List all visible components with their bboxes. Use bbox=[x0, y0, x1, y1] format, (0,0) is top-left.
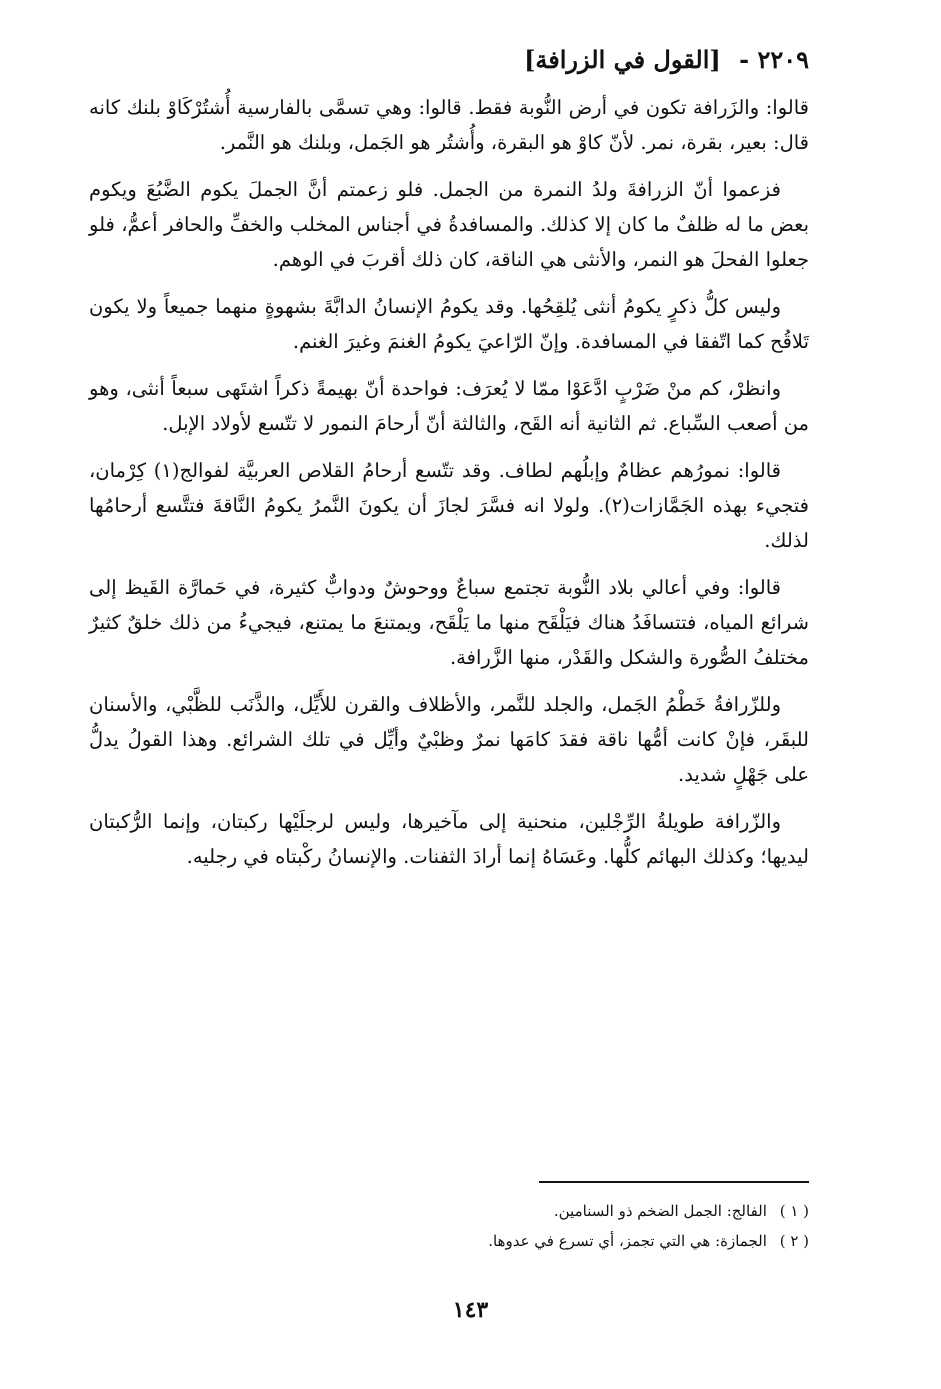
footnote-mark: ( ٢ ) bbox=[779, 1232, 809, 1250]
footnote-mark: ( ١ ) bbox=[779, 1202, 809, 1220]
footnote-2 bbox=[89, 1226, 809, 1256]
footnote-divider bbox=[539, 1181, 809, 1183]
paragraph: والزّرافة طويلةُ الرِّجْلين، منحنية إلى مآخيرها، وليس لرجلَيْها ركبتان، وإنما الرُّكبتان ليديها؛ وكذلك البهائم كلُّها. وعَسَاهُ إنما أرادَ الثفنات. والإنسانُ ركْبتاه في رجليه. bbox=[89, 810, 809, 868]
footnote-1 bbox=[89, 1196, 809, 1226]
body-text bbox=[89, 90, 809, 886]
footnote-text: الجمازة: هي التي تجمز، أي تسرع في عدوها. bbox=[488, 1232, 767, 1250]
paragraph: وانظرْ، كم منْ ضَرْبٍ ادَّعَوْا ممّا لا يُعرَف: فواحدة أنّ بهيمةً ذكراً اشتَهى سبعاً أنثى، وهو من أصعب السِّباع. ثم الثانية أنه القَح، والثالثة أنّ أرحامَ النمور لا تتّسع لأولاد الإبل. bbox=[89, 377, 809, 435]
section-number: ٢٢٠٩ - bbox=[739, 45, 809, 74]
footnotes bbox=[89, 1196, 809, 1256]
footnote-text: الفالج: الجمل الضخم ذو السنامين. bbox=[553, 1202, 767, 1220]
paragraph: قالوا: والزَرافة تكون في أرض النُّوبة فقط. قالوا: وهي تسمَّى بالفارسية أُشتُرْكَاوْ بلنك كانه قال: بعير، بقرة، نمر. لأنّ كاوْ هو البقرة، وأُشتُر هو الجَمل، وبلنك هو النَّمر. bbox=[89, 96, 809, 154]
section-title: [القول في الزرافة] bbox=[524, 45, 721, 74]
paragraph: وللزّرافةُ خَطْمُ الجَمل، والجلد للنَّمر، والأظلاف والقرن للأَيِّل، والذَّنَب للظَّبْي، والأسنان للبقَر، فإنْ كانت أمُّها ناقة فقدَ كامَها نمرٌ وظبْيٌ وأيِّل في تلك الشرائع. وهذا القولُ يدلُّ على جَهْلٍ شديد. bbox=[89, 693, 809, 786]
paragraph: وليس كلُّ ذكرٍ يكومُ أنثى يُلقِحُها. وقد يكومُ الإنسانُ الدابَّةَ بشهوةٍ منهما جميعاً ولا يكون تَلاقُح كما اتّفقا في المسافدة. وإنّ الرّاعيَ يكومُ الغنمَ وغيرَ الغنم. bbox=[89, 295, 809, 353]
paragraph: قالوا: نمورُهم عظامٌ وإبلُهم لطاف. وقد تتّسع أرحامُ القلاص العربيَّة لفوالج(١) كِرْمان، فتجيء بهذه الجَمَّازات(٢). ولولا انه فسَّرَ لجازَ أن يكونَ النَّمرُ يكومُ النَّاقةَ فتتَّسع أرحامُها لذلك. bbox=[89, 459, 809, 552]
page-number: ١٤٣ bbox=[452, 1297, 489, 1323]
running-head bbox=[524, 40, 809, 80]
paragraph: فزعموا أنّ الزرافةَ ولدُ النمرة من الجمل. فلو زعمتم أنَّ الجملَ يكوم الضَّبُعَ ويكوم بعض ما له ظلفٌ ما كان إلا كذلك. والمسافدةُ في أجناس المخلب والخفِّ والحافر أعمُّ، فلو جعلوا الفحلَ هو النمر، والأنثى هي الناقة، كان ذلك أقربَ في الوهم. bbox=[89, 178, 809, 271]
paragraph: قالوا: وفي أعالي بلاد النُّوبة تجتمع سباعٌ ووحوشٌ ودوابٌّ كثيرة، في حَمارَّة القَيظ إلى شرائع المياه، فتتسافَدُ هناك فيَلْقَح منها ما يَلْقَح، ويمتنعَ ما يمتنع، فيجيءُ من ذلك خلقٌ كثيرٌ مختلفُ الصُّورة والشكل والقَدْر، منها الزَّرافة. bbox=[89, 576, 809, 669]
